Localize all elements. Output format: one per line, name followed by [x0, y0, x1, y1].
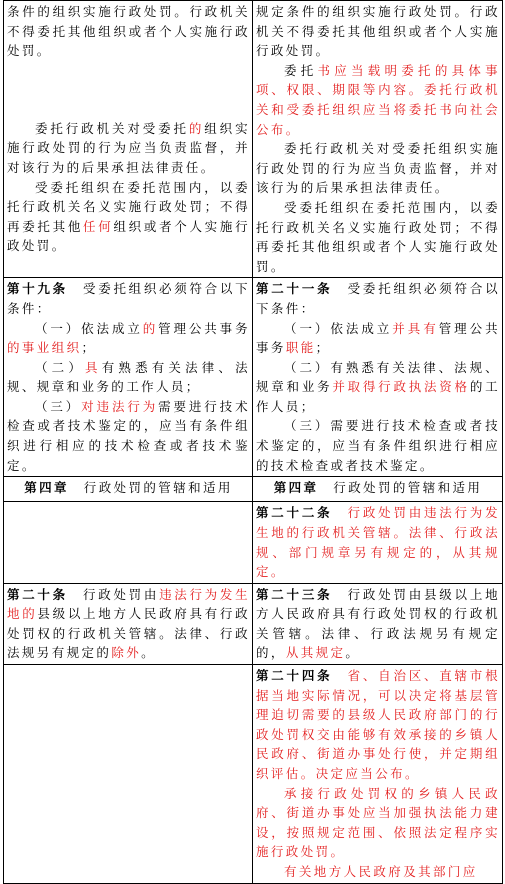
article-number: 第四章: [24, 480, 69, 496]
new-text-cell: [253, 665, 503, 884]
amended-text: 职能: [285, 340, 316, 356]
paragraph: [256, 61, 500, 139]
amended-text: 并取得行政执法资格: [332, 379, 470, 395]
amended-text: 除外: [111, 645, 142, 661]
text-run: 行政处罚由: [67, 586, 160, 602]
paragraph: [7, 397, 250, 475]
paragraph: [256, 862, 500, 882]
paragraph: [7, 2, 250, 61]
amended-text: 省、自治区、直辖市根据当地实际情况，可以决定将基层管理迫切需要的县级人民政府部门的行政处罚权交由能够有效承接的乡镇人民政府、街道办事处行使，并定期组织评估。决定应当公布。: [256, 668, 500, 782]
article-row: [4, 665, 503, 884]
text-run: 组织或者个人实施行政处罚。: [7, 218, 250, 254]
new-text-cell: [253, 278, 503, 477]
text-run: （二）有熟悉有关法律、法规、规章和业务: [256, 359, 500, 395]
amended-text: 具: [85, 359, 102, 375]
amended-text: 任何: [83, 218, 114, 234]
new-text-cell: [253, 502, 503, 583]
text-run: 行政处罚由县级以上地方人民政府具有行政处罚权的行政机关管辖。法律、行政法规另有规定的，: [256, 586, 500, 661]
article-number: 第四章: [273, 480, 319, 496]
text-run: 受委托组织必须符合以下条件：: [256, 281, 500, 316]
article-number: 第二十四条: [256, 668, 333, 684]
comparison-table: [3, 0, 503, 884]
paragraph: [256, 585, 500, 663]
paragraph: [7, 585, 250, 663]
old-text-cell: [4, 278, 253, 477]
new-text-cell: [253, 477, 503, 502]
text-run: 县级以上地方人民政府具有行政处罚权的行政机关管辖。法律、行政法规另有规定的: [7, 606, 250, 661]
text-run: 。: [141, 645, 157, 661]
chapter-row: [4, 477, 503, 502]
text-run: 规定条件的组织实施行政处罚。行政机关不得委托其他组织或者个人实施行政处罚。: [256, 4, 500, 59]
article-number: 第二十三条: [256, 586, 333, 602]
text-run: （三）: [35, 398, 82, 414]
article-number: 第二十一条: [256, 281, 333, 297]
text-run: 需要进行技术检查或者技术鉴定的，应当有条件组织进行相应的技术检查或者技术鉴定。: [7, 398, 250, 473]
article-number: 第二十条: [7, 586, 68, 602]
text-run: 委托行政机关对受委托组织实施行政处罚的行为应当负责监督，并对该行为的后果承担法律责任。: [256, 141, 500, 196]
text-run: 。: [345, 645, 361, 661]
amended-text: 有关地方人民政府及其部门应: [284, 864, 478, 879]
amended-text: 的: [188, 120, 205, 136]
text-run: 行政处罚的管辖和适用: [68, 480, 233, 496]
paragraph: [256, 784, 500, 862]
old-text-cell: [4, 502, 253, 583]
text-run: （三）需要进行技术检查或者技术鉴定的，应当有条件组织进行相应的技术检查或者技术鉴定。: [256, 418, 500, 473]
text-run: 组织实施行政处罚的行为应当负责监督，并对该行为的后果承担法律责任。: [7, 120, 250, 175]
article-row: [4, 502, 503, 583]
paragraph: [256, 139, 500, 198]
text-run: [332, 505, 347, 520]
new-text-cell: [253, 583, 503, 664]
amended-text: 行政处罚由违法行为发生地的行政机关管辖。法律、行政法规、部门规章另有规定的，从其规定。: [256, 505, 500, 580]
amended-text: 的: [142, 320, 159, 336]
paragraph: [256, 279, 500, 318]
text-run: [332, 668, 347, 683]
amended-text: 违法行为发生地的: [7, 586, 250, 622]
text-run: 条件的组织实施行政处罚。行政机关不得委托其他组织或者个人实施行政处罚。: [7, 4, 250, 59]
amended-text: 的事业组织: [7, 340, 82, 356]
amended-text: 对违法行为: [81, 398, 159, 414]
paragraph: [256, 416, 500, 475]
text-run: 管理公共事务: [256, 320, 500, 356]
text-run: 管理公共事务: [158, 320, 250, 336]
paragraph: [256, 503, 500, 581]
old-text-cell: [4, 665, 253, 884]
amended-text: 从其规定: [285, 645, 346, 661]
paragraph: [7, 119, 250, 178]
new-text-cell: [253, 1, 503, 278]
amended-text: 承接行政处罚权的乡镇人民政府、街道办事处应当加强执法能力建设，按照规定范围、依照法定程序实施行政处罚。: [256, 785, 500, 860]
paragraph: [7, 178, 250, 256]
text-run: 受委托组织在委托范围内，以委托行政机关名义实施行政处罚；不得再委托其他: [7, 179, 250, 234]
comparison-table-body: [4, 1, 503, 884]
text-run: （二）: [35, 359, 86, 375]
paragraph: [256, 198, 500, 276]
paragraph: [7, 478, 250, 498]
text-run: 行政处罚的管辖和适用: [318, 480, 483, 496]
text-run: 委托行政机关对受委托: [35, 120, 189, 136]
paragraph: [7, 319, 250, 358]
text-run: 有熟悉有关法律、法规、规章和业务的工作人员；: [7, 359, 251, 395]
text-run: 受委托组织必须符合以下条件：: [7, 281, 250, 316]
paragraph: [256, 666, 500, 784]
amended-text: 并具有: [392, 320, 439, 336]
paragraph: [256, 478, 500, 498]
paragraph: [256, 319, 500, 358]
text-run: 受委托组织在委托范围内，以委托行政机关名义实施行政处罚；不得再委托其他组织或者个人实施行政处罚。: [256, 199, 500, 274]
paragraph: [256, 2, 500, 61]
paragraph: [7, 61, 250, 119]
article-row: [4, 278, 503, 477]
paragraph: [7, 358, 250, 397]
paragraph: [7, 279, 250, 318]
text-run: 的工作人员；: [256, 379, 500, 414]
text-run: （一）依法成立: [284, 320, 393, 336]
article-number: 第十九条: [7, 281, 68, 297]
paragraph: [256, 358, 500, 417]
article-number: 第二十二条: [256, 505, 333, 521]
text-run: 委托: [284, 62, 318, 78]
amended-text: 书应当载明委托的具体事项、权限、期限等内容。委托行政机关和受委托组织应当将委托书向社会公布。: [256, 62, 500, 137]
article-row: [4, 583, 503, 664]
old-text-cell: [4, 477, 253, 502]
text-run: ；: [315, 340, 331, 356]
text-run: （一）依法成立: [35, 320, 143, 336]
article-row: [4, 1, 503, 278]
old-text-cell: [4, 1, 253, 278]
text-run: ；: [81, 340, 97, 356]
old-text-cell: [4, 583, 253, 664]
